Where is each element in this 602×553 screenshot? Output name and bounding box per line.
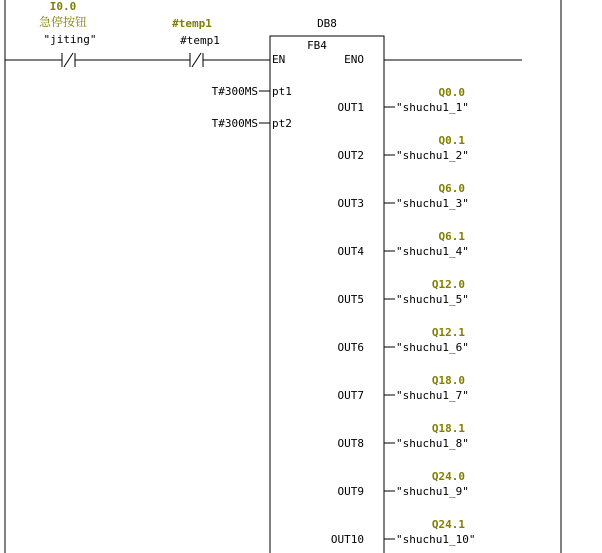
input-value: T#300MS bbox=[211, 85, 258, 98]
output-address: Q18.0 bbox=[431, 374, 465, 387]
contact1-symbol: "jiting" bbox=[43, 33, 97, 46]
block-eno-pin: ENO bbox=[344, 53, 364, 66]
output-address: Q12.1 bbox=[431, 326, 465, 339]
block-output-out6[interactable] bbox=[338, 326, 469, 354]
block-input-pt1[interactable] bbox=[212, 85, 292, 98]
block-output-out3[interactable] bbox=[338, 182, 469, 210]
output-pin-label: OUT4 bbox=[337, 245, 364, 258]
output-symbol: "shuchu1_10" bbox=[396, 533, 476, 546]
block-output-out10[interactable] bbox=[331, 518, 476, 546]
block-instance-db: DB8 bbox=[317, 17, 337, 30]
input-pin-label: pt1 bbox=[272, 85, 292, 98]
output-symbol: "shuchu1_8" bbox=[396, 437, 469, 450]
contact1-address: I0.0 bbox=[49, 0, 77, 13]
output-pin-label: OUT7 bbox=[337, 389, 364, 402]
output-address: Q24.0 bbox=[431, 470, 465, 483]
output-symbol: "shuchu1_7" bbox=[396, 389, 469, 402]
block-output-out5[interactable] bbox=[338, 278, 469, 306]
output-address: Q0.1 bbox=[438, 134, 465, 147]
block-output-out1[interactable] bbox=[338, 86, 469, 114]
block-name: FB4 bbox=[307, 39, 327, 52]
output-pin-label: OUT6 bbox=[337, 341, 364, 354]
contact1-comment: 急停按钮 bbox=[38, 15, 88, 29]
contact2-symbol: #temp1 bbox=[180, 34, 220, 47]
contact2-nc-slash bbox=[192, 53, 201, 67]
output-symbol: "shuchu1_9" bbox=[396, 485, 469, 498]
contact-jiting[interactable] bbox=[5, 0, 96, 67]
block-output-out8[interactable] bbox=[338, 422, 469, 450]
block-en-pin: EN bbox=[272, 53, 286, 66]
output-address: Q12.0 bbox=[431, 278, 465, 291]
output-symbol: "shuchu1_4" bbox=[396, 245, 469, 258]
output-symbol: "shuchu1_5" bbox=[396, 293, 469, 306]
block-output-out2[interactable] bbox=[338, 134, 469, 162]
output-address: Q0.0 bbox=[438, 86, 465, 99]
output-address: Q6.1 bbox=[438, 230, 465, 243]
block-output-out9[interactable] bbox=[338, 470, 469, 498]
block-inputs bbox=[212, 85, 292, 130]
block-output-out7[interactable] bbox=[338, 374, 469, 402]
output-pin-label: OUT1 bbox=[337, 101, 364, 114]
contact2-address: #temp1 bbox=[172, 17, 212, 30]
output-pin-label: OUT8 bbox=[337, 437, 364, 450]
block-box bbox=[270, 36, 384, 553]
block-output-out4[interactable] bbox=[338, 230, 469, 258]
output-pin-label: OUT10 bbox=[330, 533, 364, 546]
output-pin-label: OUT2 bbox=[337, 149, 364, 162]
output-symbol: "shuchu1_2" bbox=[396, 149, 469, 162]
output-pin-label: OUT3 bbox=[337, 197, 364, 210]
input-value: T#300MS bbox=[211, 117, 258, 130]
output-pin-label: OUT9 bbox=[337, 485, 364, 498]
output-symbol: "shuchu1_6" bbox=[396, 341, 469, 354]
output-symbol: "shuchu1_3" bbox=[396, 197, 469, 210]
block-outputs bbox=[331, 86, 476, 546]
contact1-nc-slash bbox=[64, 53, 73, 67]
block-input-pt2[interactable] bbox=[212, 117, 292, 130]
output-address: Q18.1 bbox=[431, 422, 465, 435]
output-address: Q24.1 bbox=[431, 518, 465, 531]
output-address: Q6.0 bbox=[438, 182, 465, 195]
output-pin-label: OUT5 bbox=[337, 293, 364, 306]
output-symbol: "shuchu1_1" bbox=[396, 101, 469, 114]
input-pin-label: pt2 bbox=[272, 117, 292, 130]
